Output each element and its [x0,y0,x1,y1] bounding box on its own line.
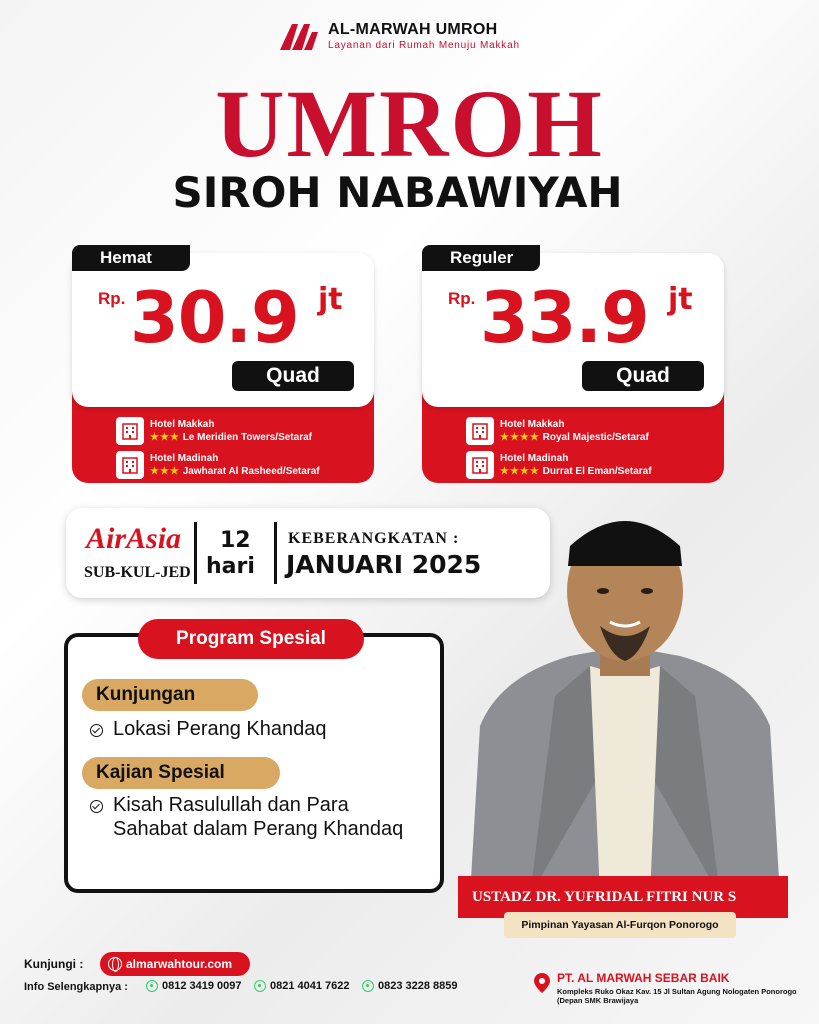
price-currency: Rp. [448,289,476,308]
airline-logo: AirAsia [86,522,182,555]
main-title: UMROH [215,70,604,177]
divider [194,522,197,584]
program-item [90,793,420,841]
program-item-text: Kisah Rasulullah dan Para Sahabat dalam Perang Khandaq [113,794,404,840]
star-rating: ★★★★ [500,432,540,443]
phone-number: 0821 4041 7622 [270,980,350,992]
departure-label: KEBERANGKATAN : [288,530,460,547]
hotel-building-icon [466,451,494,479]
price-value: 30.9 [130,277,299,359]
hotel-madinah-row [466,451,652,479]
departure-date: JANUARI 2025 [286,550,482,579]
star-rating: ★★★ [150,466,180,477]
speaker-photo [460,496,790,896]
website-text: almarwahtour.com [126,957,233,971]
hotel-name: Durrat El Eman/Setaraf [542,466,652,477]
program-title: Program Spesial [138,619,364,659]
phone-number: 0812 3419 0097 [162,980,242,992]
brand-logo-icon [278,20,322,52]
hotel-label: Hotel Makkah [150,419,215,430]
program-item-text: Lokasi Perang Khandaq [113,718,327,740]
hotel-name: Royal Majestic/Setaraf [542,432,649,443]
whatsapp-icon [362,980,374,992]
whatsapp-icon [254,980,266,992]
hotel-label: Hotel Madinah [150,453,219,464]
package-card-hemat[interactable] [72,245,374,483]
hotel-building-icon [116,417,144,445]
star-rating: ★★★★ [500,466,540,477]
price-value: 33.9 [480,277,649,359]
phone-number: 0823 3228 8859 [378,980,458,992]
brand-name: AL-MARWAH UMROH [328,21,498,38]
package-tier: Reguler [422,245,540,271]
company-name: PT. AL MARWAH SEBAR BAIK [557,971,730,985]
duration-unit: hari [206,554,255,579]
company-address: Kompleks Ruko Okaz Kav. 15 Jl Sultan Agung Nologaten Ponorogo (Depan SMK Brawijaya [557,987,797,1005]
sub-title: SIROH NABAWIYAH [172,168,623,217]
phone-contact[interactable] [362,980,458,992]
hotel-name: Jawharat Al Rasheed/Setaraf [182,466,320,477]
speaker-role: Pimpinan Yayasan Al-Furqon Ponorogo [504,912,736,938]
divider [274,522,277,584]
program-category: Kunjungan [82,679,258,711]
info-label: Info Selengkapnya : [24,981,128,993]
hotel-name: Le Meridien Towers/Setaraf [182,432,312,443]
phone-contact[interactable] [146,980,242,992]
hotel-label: Hotel Madinah [500,453,569,464]
duration-number: 12 [220,528,251,553]
program-item [90,717,327,741]
hotel-madinah-row [116,451,320,479]
phone-contact[interactable] [254,980,350,992]
program-box [64,633,444,893]
room-type-badge: Quad [232,361,354,391]
website-link[interactable] [100,952,250,976]
whatsapp-icon [146,980,158,992]
price-unit: jt [668,282,693,317]
price-unit: jt [318,282,343,317]
hotel-makkah-row [116,417,312,445]
globe-icon [108,957,122,971]
hotel-building-icon [466,417,494,445]
hotel-makkah-row [466,417,649,445]
package-card-reguler[interactable] [422,245,724,483]
brand-tagline: Layanan dari Rumah Menuju Makkah [328,40,520,51]
location-pin-icon [534,973,550,993]
hotel-label: Hotel Makkah [500,419,565,430]
check-circle-icon [90,800,103,813]
price-currency: Rp. [98,289,126,308]
speaker-name: USTADZ DR. YUFRIDAL FITRI NUR S [458,876,788,918]
brand-logo [278,20,520,52]
visit-label: Kunjungi : [24,957,84,971]
flight-route: SUB-KUL-JED [84,564,191,581]
package-tier: Hemat [72,245,190,271]
program-category: Kajian Spesial [82,757,280,789]
hotel-building-icon [116,451,144,479]
room-type-badge: Quad [582,361,704,391]
star-rating: ★★★ [150,432,180,443]
check-circle-icon [90,724,103,737]
